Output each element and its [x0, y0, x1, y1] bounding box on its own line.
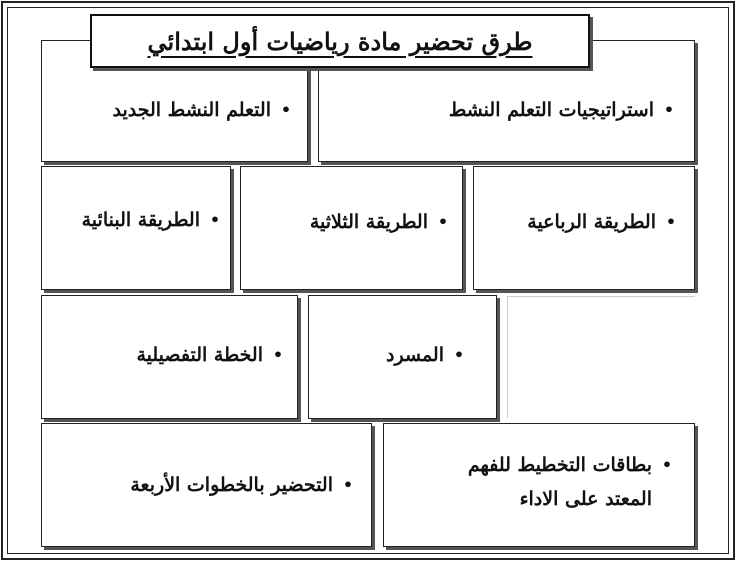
- bullet-icon: •: [272, 345, 284, 364]
- bullet-icon: •: [453, 345, 465, 364]
- box-detailed-plan: [41, 295, 298, 419]
- blank-box: [507, 296, 695, 418]
- box-constructive-method: [41, 166, 231, 290]
- item-label: استراتيجيات التعلم النشط: [448, 99, 654, 121]
- box-four-steps: [41, 423, 372, 547]
- item-label: الطريقة الرباعية: [527, 211, 656, 233]
- page-title: طرق تحضير مادة رياضيات أول ابتدائي: [147, 26, 533, 56]
- bullet-icon: •: [437, 212, 449, 231]
- bullet-icon: •: [661, 455, 673, 474]
- bullet-icon: •: [665, 212, 677, 231]
- item-label: الخطة التفصيلية: [136, 344, 263, 366]
- bullet-icon: •: [663, 100, 675, 119]
- box-list-method: [308, 295, 497, 419]
- item-label: التعلم النشط الجديد: [112, 99, 271, 121]
- bullet-icon: •: [209, 210, 221, 229]
- box-quadruple-method: [473, 166, 695, 290]
- box-planning-cards: [383, 423, 695, 547]
- box-triple-method: [240, 166, 463, 290]
- item-label: بطاقات التخطيط للفهم المعتد على الاداء: [467, 454, 652, 510]
- item-label: الطريقة الثلاثية: [309, 211, 428, 233]
- item-label: المسرد: [386, 344, 444, 366]
- item-label: التحضير بالخطوات الأربعة: [130, 474, 333, 496]
- bullet-icon: •: [342, 475, 354, 494]
- bullet-icon: •: [280, 100, 292, 119]
- item-label: الطريقة البنائية: [81, 209, 200, 231]
- title-box: [90, 14, 590, 68]
